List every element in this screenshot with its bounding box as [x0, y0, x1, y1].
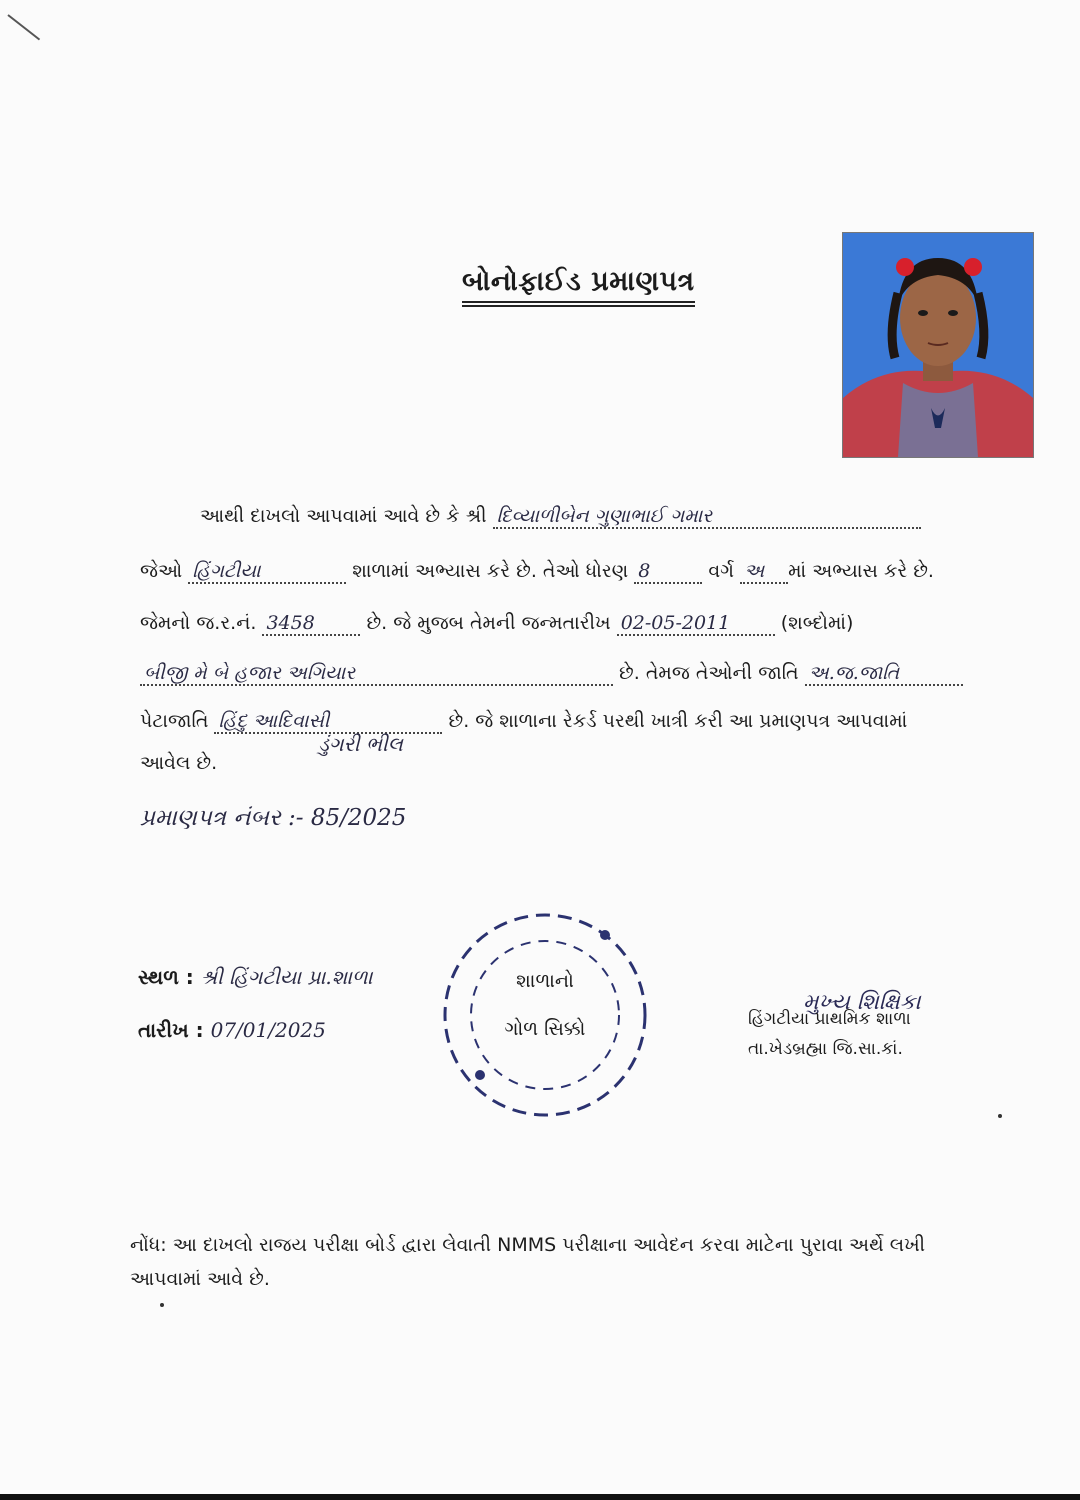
sub-caste-note: ડુંગરી ભીલ — [318, 732, 403, 756]
line-4: બીજી મે બે હજાર અગિયાર છે. તેમજ તેઓની જાતિ અ.જ.જાતિ — [140, 662, 963, 686]
line-6: આવેલ છે. — [140, 752, 218, 774]
student-name: દિવ્યાળીબેન ગુણાભાઈ ગમાર — [493, 505, 921, 529]
scan-mark — [7, 14, 40, 40]
date-value: 07/01/2025 — [210, 1018, 326, 1042]
school-name: હિંગટીયા — [188, 560, 346, 584]
signature-school: હિંગટીયા પ્રાથમિક શાળા — [748, 1009, 911, 1029]
certificate-title: બોનોફાઈડ પ્રમાણપત્ર — [462, 266, 695, 303]
division-value: અ — [740, 560, 788, 584]
place-row: સ્થળ : શ્રી હિંગટીયા પ્રા.શાળા — [138, 965, 373, 989]
line-3: જેમનો જ.ર.નં. 3458 છે. જે મુજબ તેમની જન્મતારીખ 02-05-2011 (શબ્દોમાં) — [140, 612, 854, 634]
caste-value: અ.જ.જાતિ — [805, 662, 963, 686]
scan-dot — [998, 1114, 1002, 1118]
standard-value: 8 — [634, 560, 702, 584]
line-5: પેટાજાતિ હિંદુ આદિવાસી છે. જે શાળાના રેકર્ડ પરથી ખાત્રી કરી આ પ્રમાણપત્ર આપવામાં — [140, 710, 908, 732]
line-1: આથી દાખલો આપવામાં આવે છે કે શ્રી દિવ્યાળીબેન ગુણાભાઈ ગમાર — [200, 505, 921, 529]
certificate-number: પ્રમાણપત્ર નંબર :- 85/2025 — [140, 805, 407, 831]
principal-signature-block — [748, 990, 998, 1059]
register-number: 3458 — [262, 612, 360, 636]
birth-date-words: બીજી મે બે હજાર અગિયાર — [140, 662, 613, 686]
principal-signature: મુખ્ય શિક્ષિકા — [803, 990, 921, 1015]
date-row: તારીખ : 07/01/2025 — [138, 1018, 326, 1042]
student-photo-image — [843, 233, 1033, 457]
sub-caste-value: હિંદુ આદિવાસી — [214, 710, 442, 734]
scan-edge — [0, 1494, 1080, 1500]
certificate-note: નોંધ: આ દાખલો રાજય પરીક્ષા બોર્ડ દ્વારા લેવાતી NMMS પરીક્ષાના આવેદન કરવા માટેના પુરાવા અર્થે લખી આપવામાં આવે છે. — [130, 1234, 926, 1290]
birth-date: 02-05-2011 — [617, 612, 775, 636]
scan-dot — [160, 1303, 164, 1307]
student-photo — [842, 232, 1034, 458]
seal-text-line-1: શાળાનો — [516, 970, 574, 992]
signature-taluka: તા.ખેડબ્રહ્મા જિ.સા.કાં. — [748, 1039, 903, 1059]
seal-text-line-2: ગોળ સિક્કો — [504, 1018, 586, 1040]
line-2: જેઓ હિંગટીયા શાળામાં અભ્યાસ કરે છે. તેઓ ધોરણ 8 વર્ગ અ માં અભ્યાસ કરે છે. — [140, 560, 934, 582]
place-value: શ્રી હિંગટીયા પ્રા.શાળા — [200, 965, 373, 989]
school-seal — [430, 905, 660, 1125]
